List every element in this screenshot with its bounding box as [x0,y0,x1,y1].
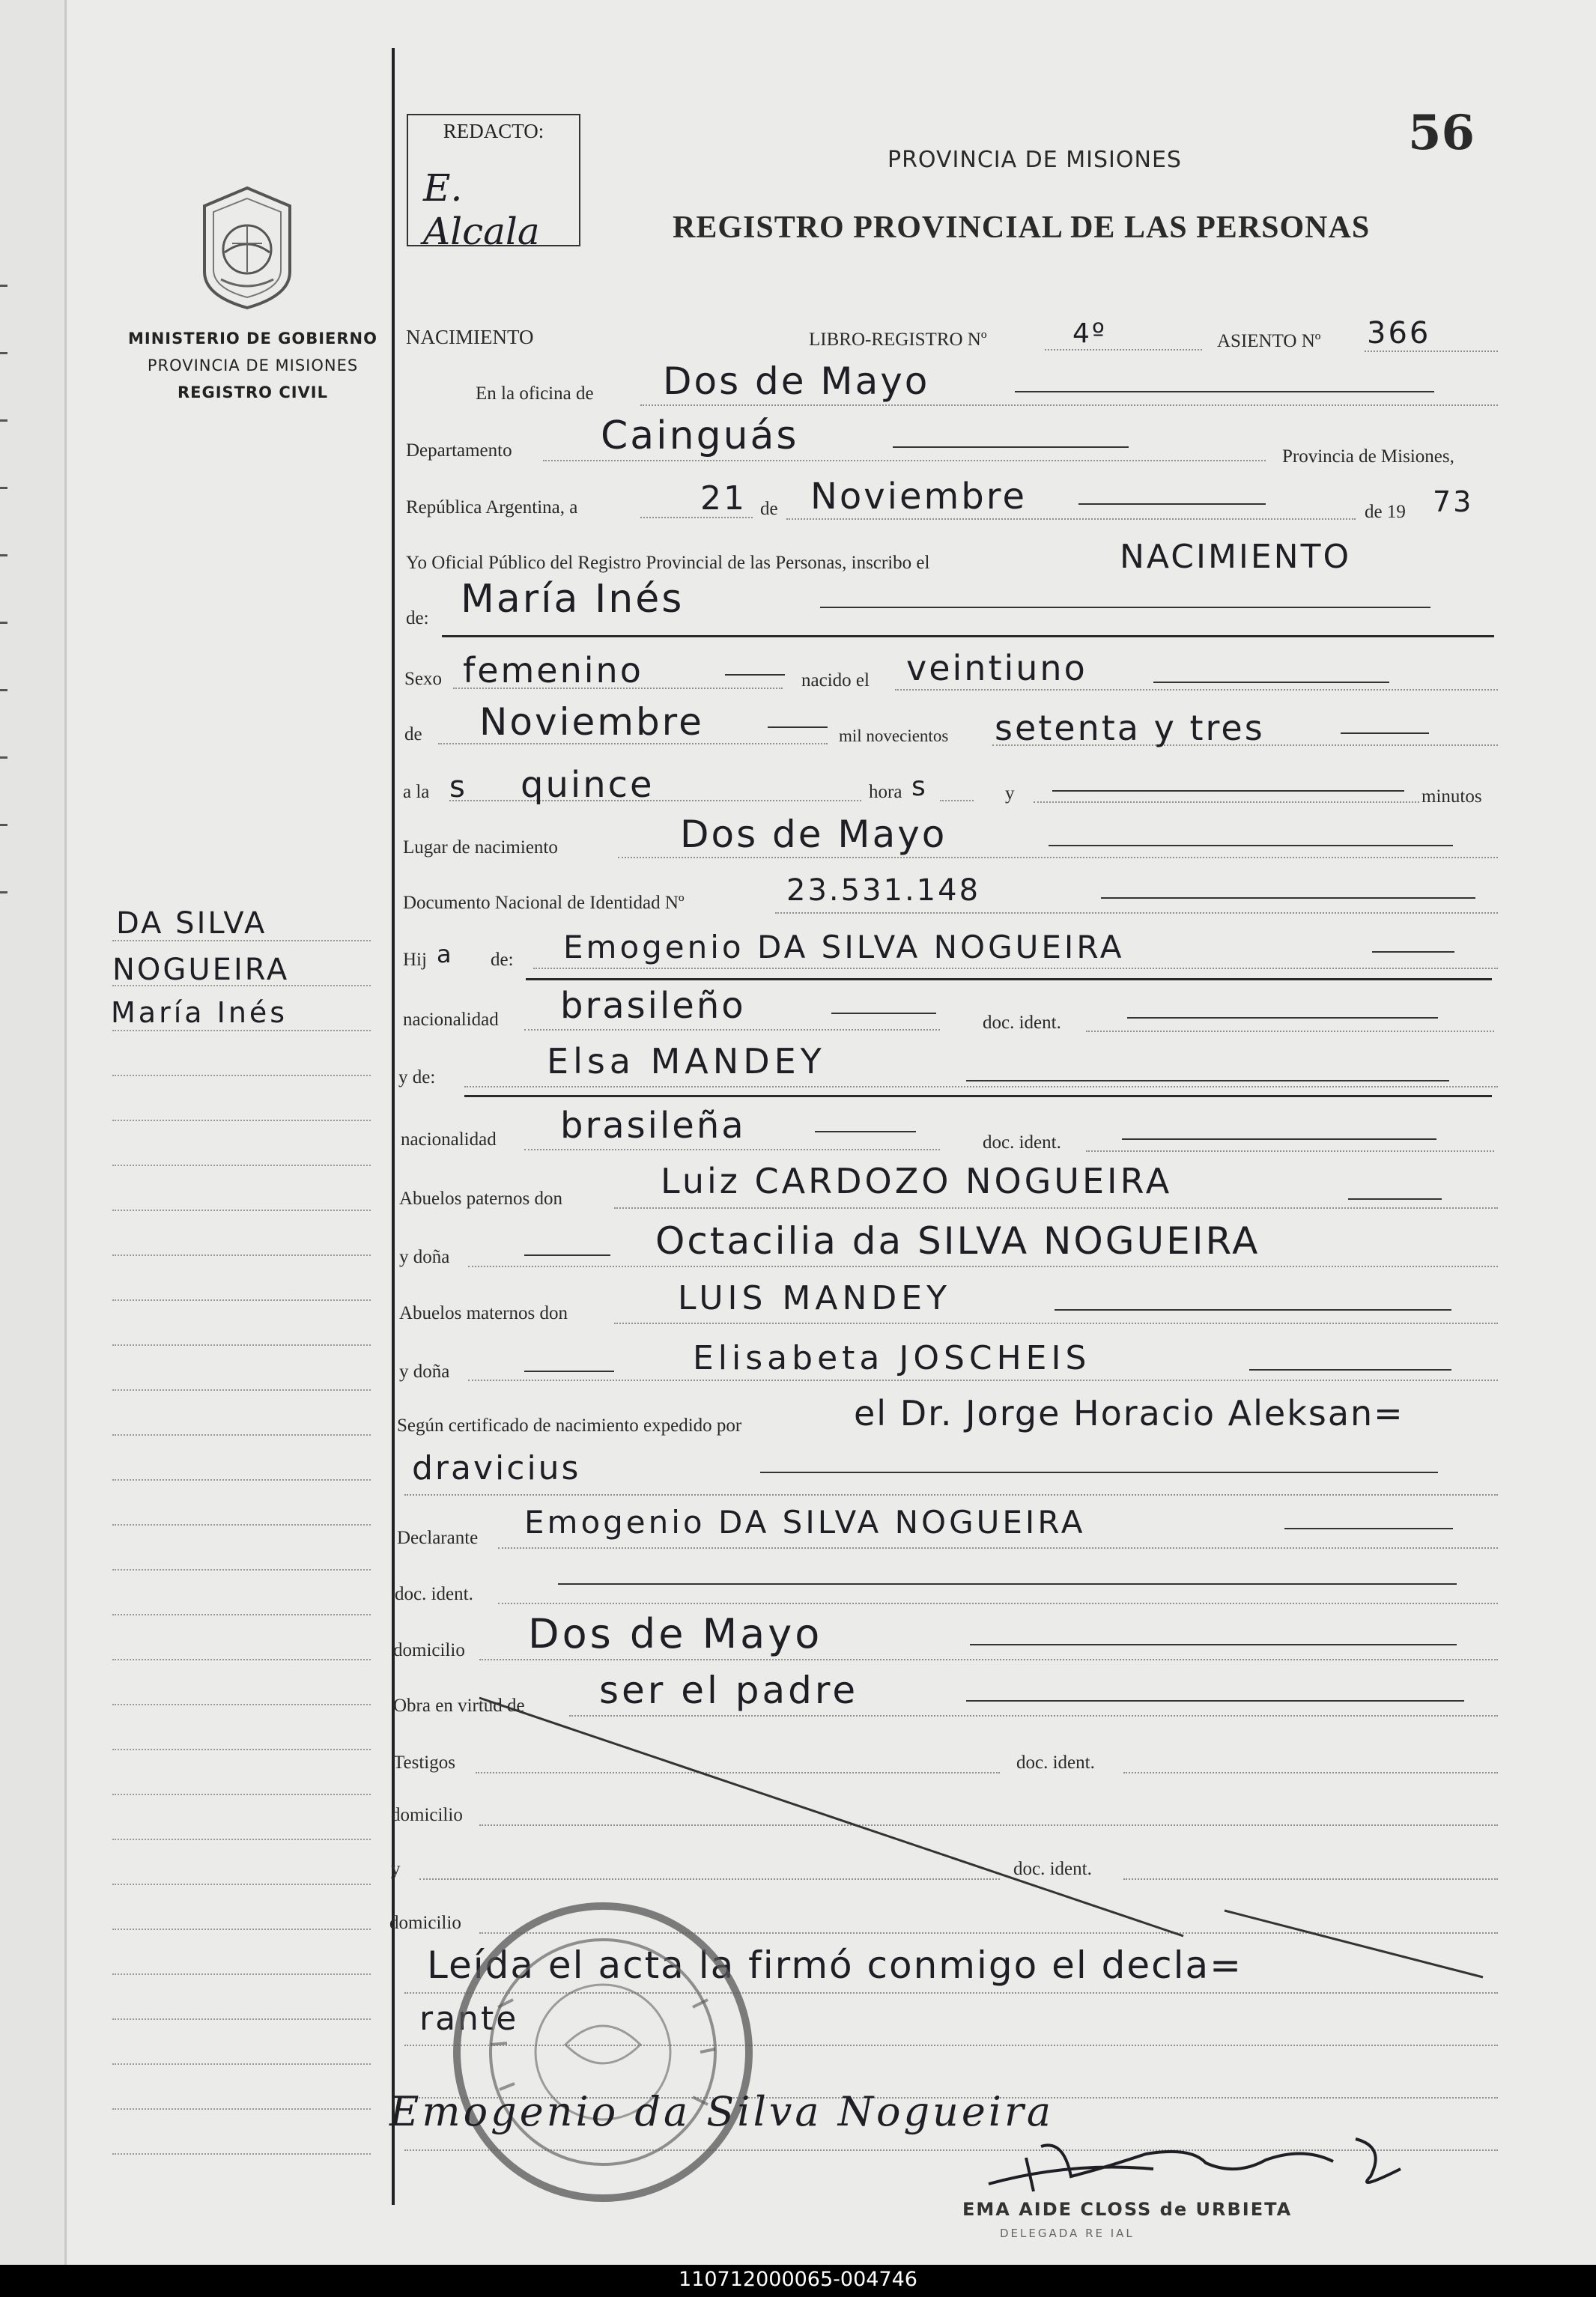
margin-rule [392,48,395,2205]
sexo-label: Sexo [404,669,442,689]
segun-label: Según certificado de nacimiento expedido por [397,1415,742,1436]
nacimiento-label: NACIMIENTO [406,326,534,348]
asiento-label: ASIENTO Nº [1217,331,1321,351]
dni-value: 23.531.148 [786,873,981,908]
mil-label: mil novecientos [839,726,949,745]
obra-label: Obra en virtud de [393,1696,525,1716]
redacto-signature: E. Alcala [423,166,540,253]
margin-annotation-name: María Inés [111,996,288,1029]
domicilio-value: Dos de Mayo [528,1610,823,1657]
certificado-value: el Dr. Jorge Horacio Aleksan= [854,1393,1404,1433]
y-testigo-label: y [391,1859,401,1879]
asiento-value: 366 [1367,316,1431,351]
redacto-box [407,114,580,253]
dni-label: Documento Nacional de Identidad Nº [403,893,685,913]
official-signature-icon [981,2117,1416,2199]
lugar-label: Lugar de nacimiento [403,837,558,858]
registry-civil-heading: REGISTRO CIVIL [177,383,329,401]
domicilio-testigo2-label: domicilio [389,1913,461,1933]
declarante-label: Declarante [397,1528,479,1548]
doc-ident-madre-label: doc. ident. [983,1132,1061,1153]
ala-suffix: s [449,770,467,804]
y-label: y [1005,783,1015,804]
departamento-label: Departamento [406,440,512,461]
dia-value: 21 [700,479,747,518]
abuelo-paterno-value: Luiz CARDOZO NOGUEIRA [661,1161,1173,1201]
oficial-label: Yo Oficial Público del Registro Provincial de las Personas, inscribo el [406,553,930,573]
official-name: EMA AIDE CLOSS de URBIETA [962,2199,1293,2220]
madre-value: Elsa MANDEY [547,1041,826,1081]
nacionalidad-padre-label: nacionalidad [403,1010,499,1030]
abuelos-maternos-label: Abuelos maternos don [399,1303,568,1323]
doc-ident-testigo1-label: doc. ident. [1016,1753,1095,1773]
provincia-suffix: Provincia de Misiones, [1282,446,1454,467]
de-mes-label: de [404,724,422,744]
nacido-label: nacido el [801,670,870,691]
closing-text-cont: rante [419,2000,519,2038]
domicilio-label: domicilio [393,1640,465,1660]
testigos-label: Testigos [393,1753,455,1773]
ala-label: a la [403,782,430,802]
y-de-label: y de: [398,1067,436,1087]
abuelos-paternos-label: Abuelos paternos don [399,1189,563,1209]
abuela-paterna-label: y doña [399,1247,450,1267]
declarante-value: Emogenio DA SILVA NOGUEIRA [524,1504,1086,1541]
departamento-value: Cainguás [601,413,799,458]
ministry-heading: MINISTERIO DE GOBIERNO [128,330,377,348]
anio-prefix: de 19 [1365,502,1406,522]
page-number: 56 [1408,105,1475,161]
anio-nac-value: setenta y tres [995,708,1265,748]
image-caption: 110712000065-004746 [679,2268,917,2291]
nacionalidad-madre-value: brasileña [560,1105,746,1147]
nombre-value: María Inés [461,577,685,622]
de-colon-label: de: [406,608,429,628]
doc-ident-testigo2-label: doc. ident. [1013,1859,1092,1879]
margin-annotation-surname2: NOGUEIRA [112,953,290,987]
coat-of-arms-icon [191,183,303,311]
hora-value: quince [521,764,655,806]
mes-nac-value: Noviembre [479,700,704,744]
sexo-value: femenino [463,650,643,691]
horas-suffix: s [911,771,928,802]
libro-value: 4º [1072,318,1107,349]
obra-value: ser el padre [599,1669,859,1712]
closing-text: Leída el acta la firmó conmigo el decla= [427,1944,1243,1987]
horas-label: hora [869,782,902,802]
oficina-value: Dos de Mayo [663,359,930,403]
padre-value: Emogenio DA SILVA NOGUEIRA [563,929,1125,965]
official-stamp-icon [446,1895,760,2209]
nacionalidad-padre-value: brasileño [560,985,746,1027]
lugar-value: Dos de Mayo [680,813,947,856]
hijo-suffix: a [437,940,454,968]
declarante-signature: Emogenio da Silva Nogueira [389,2088,1055,2135]
province-heading: PROVINCIA DE MISIONES [147,356,359,374]
nacido-value: veintiuno [906,648,1087,688]
libro-label: LIBRO-REGISTRO Nº [809,330,987,350]
redacto-label: REDACTO: [443,120,544,142]
abuela-materna-label: y doña [399,1362,450,1382]
hijo-label: Hij [403,950,427,970]
registry-title: REGISTRO PROVINCIAL DE LAS PERSONAS [673,210,1371,245]
minutos-label: minutos [1421,786,1482,807]
abuelo-materno-value: LUIS MANDEY [678,1279,951,1317]
republica-label: República Argentina, a [406,497,578,518]
anio-value: 73 [1433,485,1474,518]
hijo-de-label: de: [491,950,514,970]
abuela-materna-value: Elisabeta JOSCHEIS [693,1339,1091,1377]
inscribo-value: NACIMIENTO [1120,538,1352,576]
doc-ident-declarante-label: doc. ident. [395,1584,473,1604]
province-title: PROVINCIA DE MISIONES [887,147,1182,173]
certificado-value-cont: dravicius [412,1449,581,1487]
abuela-paterna-value: Octacilia da SILVA NOGUEIRA [655,1219,1260,1263]
de-label: de [760,499,778,519]
facing-page-edge [0,0,67,2265]
mes-value: Noviembre [810,476,1027,518]
domicilio-testigo1-label: domicilio [391,1805,463,1825]
official-title: DELEGADA RE IAL [1000,2227,1135,2240]
doc-ident-padre-label: doc. ident. [983,1013,1061,1033]
nacionalidad-madre-label: nacionalidad [401,1129,497,1150]
oficina-label: En la oficina de [476,383,594,404]
margin-annotation-surname: DA SILVA [116,906,267,941]
